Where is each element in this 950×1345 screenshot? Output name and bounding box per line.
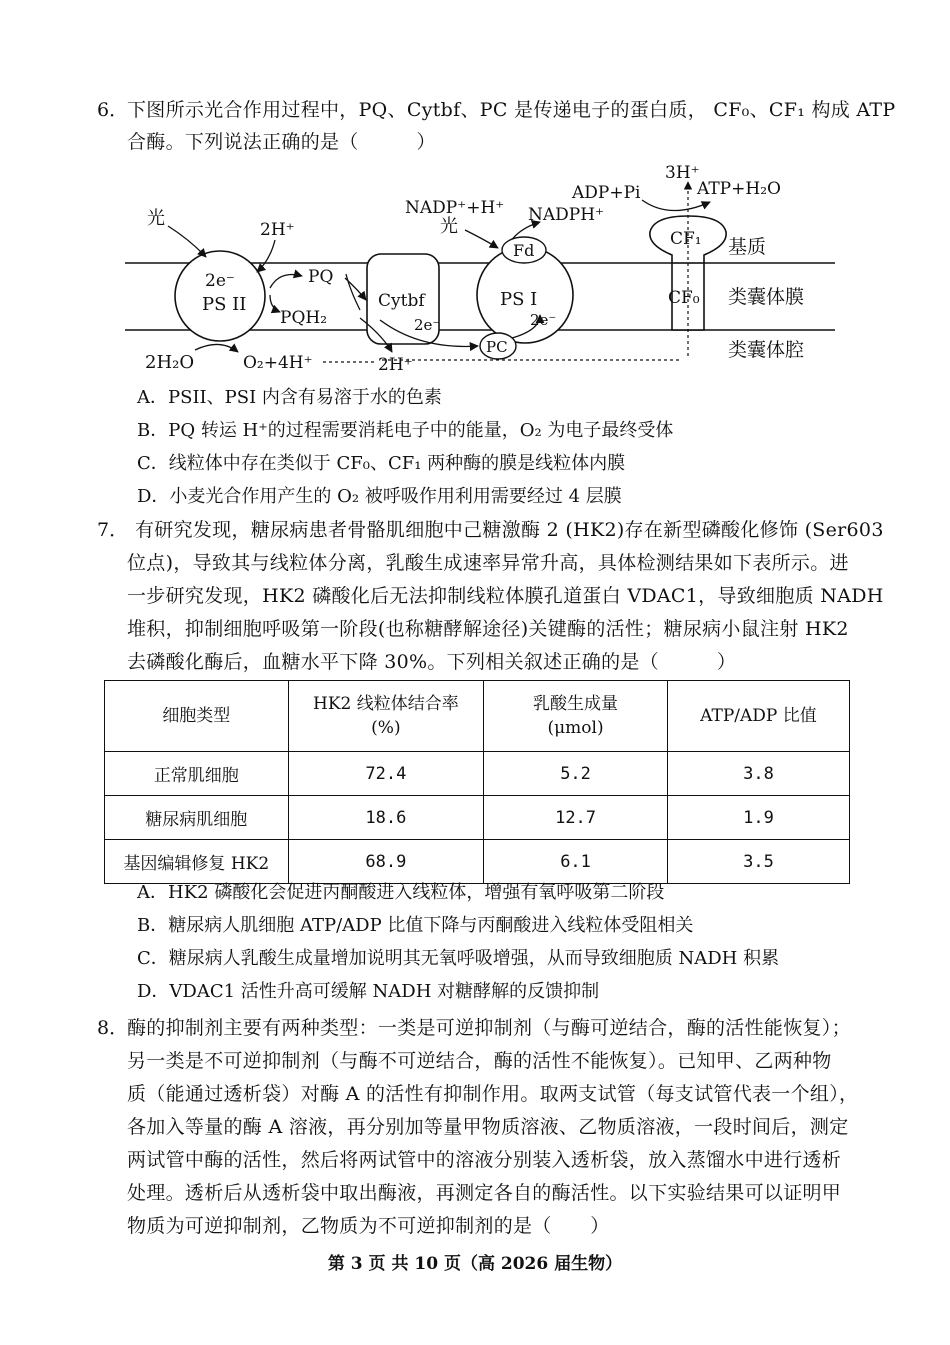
question-6-option-d[interactable]: D．小麦光合作用产生的 O₂ 被呼吸作用利用需要经过 4 层膜	[137, 486, 622, 507]
cytbf-to-pq-arrow	[346, 274, 360, 310]
question-8-stem-line-6: 处理。透析后从透析袋中取出酶液，再测定各自的酶活性。以下实验结果可以证明甲	[127, 1182, 842, 1204]
table-header-row	[105, 681, 850, 752]
cf1-label: CF₁	[670, 229, 702, 249]
cell-lactate: 12.7	[484, 796, 668, 840]
question-6-option-c[interactable]: C．线粒体中存在类似于 CF₀、CF₁ 两种酶的膜是线粒体内膜	[137, 453, 626, 474]
water-to-oxygen-arrow	[195, 344, 238, 352]
question-8-stem-line-7: 物质为可逆抑制剂，乙物质为不可逆抑制剂的是（ ）	[127, 1215, 610, 1237]
question-8-number: 8．	[97, 1017, 129, 1039]
question-8-stem-line-2: 另一类是不可逆抑制剂（与酶不可逆结合，酶的活性不能恢复）。已知甲、乙两种物	[127, 1050, 832, 1072]
water-label: 2H₂O	[145, 352, 195, 373]
question-7-stem-line-1: 有研究发现，糖尿病患者骨骼肌细胞中己糖激酶 2 (HK2)存在新型磷酸化修饰 (Ser603	[135, 519, 884, 541]
pqh2-label: PQH₂	[280, 308, 328, 328]
header-cell-type: 细胞类型	[105, 681, 289, 752]
nadp-label: NADP⁺+H⁺	[405, 198, 505, 218]
proton-arrow-top	[257, 240, 275, 272]
question-8-stem-line-3: 质（能通过透析袋）对酶 A 的活性有抑制作用。取两支试管（每支试管代表一个组），	[127, 1083, 859, 1105]
oxygen-label: O₂+4H⁺	[243, 353, 313, 373]
header-lactate: 乳酸生成量 (μmol)	[484, 681, 668, 752]
question-7-stem-line-2: 位点)，导致其与线粒体分离，乳酸生成速率异常升高，具体检测结果如下表所示。进	[127, 552, 849, 574]
cell-type: 基因编辑修复 HK2	[105, 840, 289, 884]
cell-type: 糖尿病肌细胞	[105, 796, 289, 840]
light-arrow-ps2	[168, 226, 206, 257]
pq-label: PQ	[308, 267, 334, 287]
question-8-stem-line-5: 两试管中酶的活性，然后将两试管中的溶液分别装入透析袋，放入蒸馏水中进行透析	[127, 1149, 842, 1171]
cell-binding-rate: 68.9	[288, 840, 484, 884]
question-8-stem-line-1: 酶的抑制剂主要有两种类型：一类是可逆抑制剂（与酶可逆结合，酶的活性能恢复）；	[127, 1017, 851, 1039]
question-7-stem-line-4: 堆积，抑制细胞呼吸第一阶段(也称糖酵解途径)关键酶的活性；糖尿病小鼠注射 HK2	[127, 618, 849, 640]
cell-binding-rate: 18.6	[288, 796, 484, 840]
proton-top-label: 2H⁺	[260, 220, 295, 240]
pqh2-arrow	[270, 295, 280, 312]
cell-atp-adp: 1.9	[667, 796, 849, 840]
ps1-electron-label: 2e⁻	[530, 311, 557, 329]
table-row	[105, 796, 850, 840]
fd-label: Fd	[513, 241, 535, 260]
ps2-label: PS II	[202, 294, 247, 315]
proton-bottom-label: 2H⁺	[378, 355, 413, 375]
adp-to-atp-arrow	[642, 200, 710, 211]
question-6-stem-line-2: 合酶。下列说法正确的是（ ）	[127, 131, 436, 153]
ps1-label: PS I	[500, 289, 538, 310]
light-label-ps1: 光	[440, 216, 458, 237]
question-7-option-b[interactable]: B．糖尿病人肌细胞 ATP/ADP 比值下降与丙酮酸进入线粒体受阻相关	[137, 915, 694, 936]
cell-binding-rate: 72.4	[288, 752, 484, 796]
question-6-stem-line-1: 下图所示光合作用过程中，PQ、Cytbf、PC 是传递电子的蛋白质， CF₀、CF₁ 构成 ATP	[127, 99, 896, 121]
cell-lactate: 6.1	[484, 840, 668, 884]
light-arrow-ps1	[465, 230, 498, 248]
h3-label: 3H⁺	[665, 163, 700, 183]
photosynthesis-diagram	[120, 160, 840, 375]
question-7-number: 7．	[97, 519, 129, 541]
cell-atp-adp: 3.8	[667, 752, 849, 796]
cell-lactate: 5.2	[484, 752, 668, 796]
adp-label: ADP+Pi	[572, 183, 641, 203]
cell-type: 正常肌细胞	[105, 752, 289, 796]
cell-atp-adp: 3.5	[667, 840, 849, 884]
pc-label: PC	[486, 338, 508, 356]
table-row	[105, 752, 850, 796]
table-row	[105, 840, 850, 884]
header-atp-adp: ATP/ADP 比值	[667, 681, 849, 752]
page-footer: 第 3 页 共 10 页（高 2026 届生物）	[327, 1254, 623, 1274]
lumen-label: 类囊体腔	[728, 339, 805, 361]
question-7-option-d[interactable]: D．VDAC1 活性升高可缓解 NADH 对糖酵解的反馈抑制	[137, 981, 600, 1002]
cytbf-electron-label: 2e⁻	[414, 316, 441, 334]
light-label-ps2: 光	[147, 208, 165, 229]
question-7-option-c[interactable]: C．糖尿病人乳酸生成量增加说明其无氧呼吸增强，从而导致细胞质 NADH 积累	[137, 948, 780, 969]
header-binding-rate: HK2 线粒体结合率 (%)	[288, 681, 484, 752]
cf0-label: CF₀	[668, 288, 700, 308]
question-6-option-a[interactable]: A．PSII、PSI 内含有易溶于水的色素	[137, 387, 442, 408]
question-7-stem-line-3: 一步研究发现，HK2 磷酸化后无法抑制线粒体膜孔道蛋白 VDAC1，导致细胞质 NADH	[127, 585, 884, 607]
question-8-stem-line-4: 各加入等量的酶 A 溶液，再分别加等量甲物质溶液、乙物质溶液，一段时间后，测定	[127, 1116, 849, 1138]
question-6-option-b[interactable]: B．PQ 转运 H⁺的过程需要消耗电子中的能量，O₂ 为电子最终受体	[137, 420, 674, 441]
hk2-data-table	[104, 680, 850, 884]
pq-cycle-arrow	[270, 275, 302, 289]
cytbf-label: Cytbf	[378, 291, 425, 311]
atp-label: ATP+H₂O	[697, 179, 781, 199]
membrane-label: 类囊体膜	[728, 286, 805, 308]
nadph-label: NADPH⁺	[528, 205, 605, 225]
question-7-stem-line-5: 去磷酸化酶后，血糖水平下降 30%。下列相关叙述正确的是（ ）	[127, 651, 737, 673]
ps2-electron-label: 2e⁻	[205, 271, 235, 291]
question-6-number: 6．	[97, 99, 129, 121]
matrix-label: 基质	[728, 236, 767, 258]
question-7-option-a[interactable]: A．HK2 磷酸化会促进丙酮酸进入线粒体，增强有氧呼吸第二阶段	[137, 882, 665, 903]
